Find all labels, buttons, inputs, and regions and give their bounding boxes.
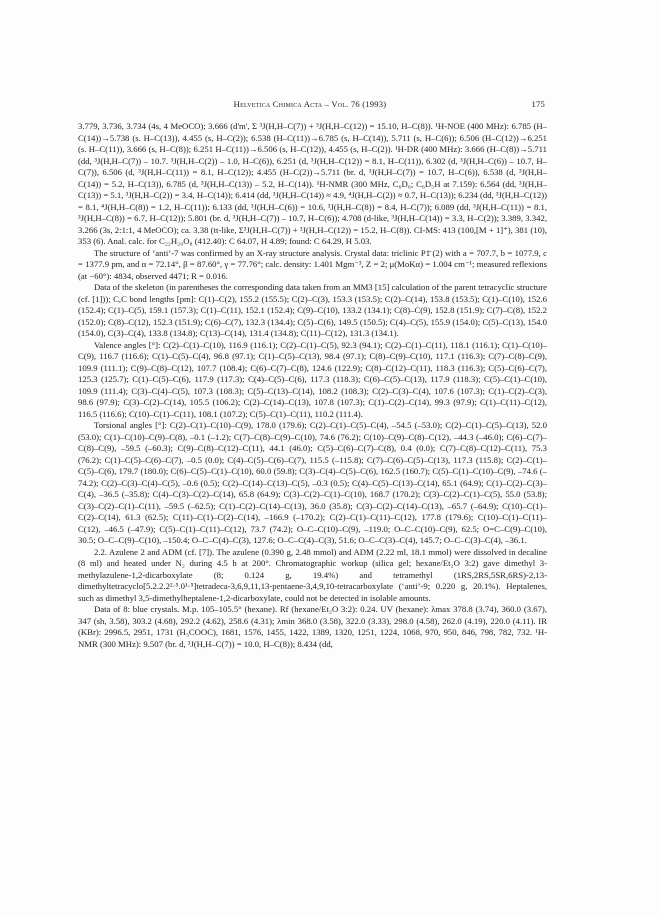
torsional-angles-paragraph: Torsional angles [°]: C(2)–C(1)–C(10)–C(9), 178.0 (179.6); C(2)–C(1)–C(5)–C(4), –54.5 (–53.0); C(2)–C(1)–C(5)–C(13), 52.0 (53.0); C(1)–C(10)–C(9)–C(8), –0.1 (–1.2); C(7)–C(8)–C(9)–C(10), 74.6 (76.2); C(10)–C(9)–C(8)–C(12), –44.3 (–46.0); C(6)–C(7)–C(8)–C(9), –59.5 (–60.3); C(9)–C(8)–C(12)–C(11), 44.1 (46.0); C(5)–C(6)–C(7)–C(8), 0.4 (0.0); C(7)–C(8)–C(12)–C(11), 75.3 (76.2); C(1)–C(5)–C(6)–C(7), –0.5 (0.0); C(4)–C(5)–C(6)–C(7), 115.5 (–115.8); C(7)–C(6)–C(5)–C(13), 117.3 (115.8); C(2)–C(1)–C(5)–C(6), 179.7 (180.0); C(6)–C(5)–C(1)–C(10), 60.0 (59.8); C(3)–C(4)–C(5)–C(6), 162.5 (160.7); C(5)–C(1)–C(10)–C(9), –74.6 (–74.2); C(2)–C(3)–C(4)–C(5), –0.6 (0.5); C(2)–C(14)–C(13)–C(5), –0.3 (0.5); C(4)–C(5)–C(13)–C(14), 65.1 (64.9); C(1)–C(2)–C(3)–C(4), –36.5 (–35.8); C(4)–C(3)–C(2)–C(14), 65.8 (64.9); C(3)–C(2)–C(1)–C(10), 168.7 (170.2); C(3)–C(2)–C(1)–C(5), 55.0 (53.8); C(3)–C(2)–C(1)–C(11), –59.5 (–62.5); C(1)–C(2)–C(14)–C(13), 36.0 (35.8); C(3)–C(2)–C(14)–C(13), –65.7 (–64.9); C(10)–C(1)–C(2)–C(14), 61.3 (62.5); C(11)–C(1)–C(2)–C(14), –166.9 (–170.2); C(2)–C(1)–C(11)–C(12), 177.8 (179.6); C(10)–C(1)–C(11)–C(12), –46.5 (–47.9); C(5)–C(1)–C(11)–C(12), 73.7 (74.2); O–C–C(10)–C(9), –119.0; O–C–C(10)–C(9), 62.5; O=C–C(9)–C(10), 30.5; O–C–C(9)–C(10), –150.4; O–C–C(4)–C(3), 127.6; O–C–C(4)–C(3), 51.6; O–C–C(3)–C(4), 145.7; O–C–C(3)–C(4), –36.1.: [78, 420, 547, 545]
compound-8-data-paragraph: Data of 8: blue crystals. M.p. 105–105.5° (hexane). Rf (hexane/Et₂O 3:2): 0.24. UV (hexane): λmax 378.8 (3.74), 360.0 (3.67), 347 (sh, 3.58), 303.2 (4.68), 292.2 (4.62), 258.6 (4.31); λmin 368.0 (3.58), 322.0 (3.33), 298.0 (4.58), 262.0 (4.19), 220.0 (4.11). IR (KBr): 2996.5, 2951, 1731 (H₃COOC), 1681, 1576, 1455, 1422, 1389, 1320, 1251, 1224, 1068, 970, 950, 846, 798, 782, 732. ¹H-NMR (300 MHz): 9.507 (br. d, ³J(H,H–C(7)) = 10.0, H–C(8)); 8.434 (dd,: [78, 604, 547, 649]
valence-angles-paragraph: Valence angles [°]: C(2)–C(1)–C(10), 116.9 (116.1); C(2)–C(1)–C(5), 92.3 (94.1); C(2)–C(1)–C(11), 118.1 (116.1); C(1)–C(10)–C(9), 116.7 (116.6); C(1)–C(5)–C(4), 96.8 (97.1); C(1)–C(5)–C(13), 98.4 (97.1); C(8)–C(9)–C(10), 117.1 (116.3); C(7)–C(8)–C(9), 109.9 (111.1); C(9)–C(8)–C(12), 107.7 (108.4); C(6)–C(7)–C(8), 124.6 (122.9); C(8)–C(12)–C(11), 118.3 (116.3); C(5)–C(6)–C(7), 125.3 (125.7); C(1)–C(5)–C(6), 117.9 (117.3); C(4)–C(5)–C(6), 117.3 (118.3); C(6)–C(5)–C(13), 117.9 (118.3); C(5)–C(1)–C(10), 109.9 (111.4); C(3)–C(4)–C(5), 107.3 (108.3); C(5)–C(13)–C(14), 108.2 (108.3); C(2)–C(3)–C(4), 107.6 (107.3); C(1)–C(2)–C(3), 98.6 (97.9); C(3)–C(2)–C(14), 105.5 (106.2); C(2)–C(14)–C(13), 107.8 (107.3); C(1)–C(2)–C(14), 99.3 (97.9); C(1)–C(11)–C(12), 116.5 (116.6); C(10)–C(1)–C(11), 108.1 (107.2); C(5)–C(1)–C(11), 110.2 (111.4).: [78, 339, 547, 419]
article-body: [78, 121, 547, 650]
journal-title: Helvetica Chimica Acta – Vol. 76 (1993): [233, 99, 387, 109]
page-number: 175: [531, 99, 545, 109]
bond-lengths-paragraph: Data of the skeleton (in parentheses the corresponding data taken from an MM3 [15] calculation of the parent tetracyclic structure (cf. [1])); C,C bond lengths [pm]: C(1)–C(2), 155.2 (155.5); C(2)–C(3), 153.3 (153.5); C(2)–C(14), 153.8 (153.5); C(1)–C(10), 152.6 (152.4); C(1)–C(5), 159.1 (157.3); C(1)–C(11), 152.1 (152.4); C(9)–C(10), 133.2 (134.1); C(8)–C(9), 152.8 (151.9); C(7)–C(8), 152.2 (152.0); C(8)–C(12), 152.3 (151.9); C(6)–C(7), 132.3 (134.4); C(5)–C(6), 149.5 (150.5); C(4)–C(5), 155.9 (154.0); C(5)–C(13), 154.0 (154.0), C(3)–C(4), 133.8 (134.8); C(13)–C(14), 131.4 (134.8); C(11)–C(12), 131.3 (134.1).: [78, 282, 547, 338]
azulene-adm-paragraph: 2.2. Azulene 2 and ADM (cf. [7]). The azulene (0.390 g, 2.48 mmol) and ADM (2.22 ml, 18.1 mmol) were dissolved in decaline (8 ml) and heated under N₂ during 4.5 h at 200°. Chromatographic workup (silica gel; hexane/Et₂O 3:2) gave dimethyl 3-methylazulene-1,2-dicarboxylate (8; 0.124 g, 19.4%) and tetramethyl (1RS,2RS,5SR,6RS)-2,13-dimethyltetracyclo[5.2.2.2²·⁵.0¹·⁵]tetradeca-3,6,9,11,13-pentaene-3,4,9,10-tetracarboxylate (‘anti’-9; 0.220 g, 20.1%). Heptalenes, such as dimethyl 3,5-dimethylheptalene-1,2-dicarboxylate, could not be detected in isolable amounts.: [78, 546, 547, 603]
running-header: [78, 99, 545, 113]
xray-structure-paragraph: The structure of ‘anti’-7 was confirmed by an X-ray structure analysis. Crystal data: triclinic P1̄ (2) with a = 707.7, b = 1077.9, c = 1377.9 pm, and α = 72.14°, β = 87.60°, γ = 77.76°; calc. density: 1.401 Mgm⁻³, Z = 2; μ(MoKα) = 1.004 cm⁻¹; measured reflexions (at −60°): 4834, observed 4471; R = 0.016.: [78, 247, 547, 281]
nmr-data-paragraph: 3.779, 3.736, 3.734 (4s, 4 MeOCO); 3.666 (d'm', Σ ³J(H,H–C(7)) + ³J(H,H–C(12)) = 15.10, H–C(8)). ¹H-NOE (400 MHz): 6.785 (H–C(14))→5.738 (s. H–C(13)), 4.455 (s, H–C(2)); 6.538 (H–C(11))→6.785 (s, H–C(14)), 5.711 (s, H–C(6)); 6.506 (H–C(12))→6.251 (s. H–C(11)), 3.666 (s, H–C(8)); 6.251 H–C(11))→6.506 (s, H–C(12)), 4.455 (s, H–C(2)). ¹H-DR (400 MHz): 3.666 (H–C(8))→5.711 (dd, ³J(H,H–C(7)) – 10.7. ³J(H,H–C(2)) – 1.0, H–C(6)), 6.251 (d, ³J(H,H–C(12)) = 8.1, H–C(11)), 6.302 (d, ³J(H,H–C(6)) – 10.7, H–C(7)), 6.506 (d, ³J(H,H–C(11)) = 8.1, H–C(12)); 4.455 (H–C(2))→5.711 (br. d, ³J(H,H–C(7)) = 10.7, H–C(6)), 6.538 (d, ³J(H,H–C(14)) = 5.2, H–C(13)), 6.785 (d, ³J(H,H–C(13)) – 5.2, H–C(14)). ¹H-NMR (300 MHz, C₆D₆; C₆D₅H at 7.159): 6.564 (dd, ³J(H,H–C(13)) = 5.1, ³J(H,H–C(2)) = 3.4, H–C(14)); 6.414 (dd, ³J(H,H–C(14)) ≈ 4.9, ⁴J(H,H–C(2)) ≈ 0.7, H–C(13)); 6.234 (dd, ³J(H,H–C(12)) = 8.1, ⁴J(H,H–C(8)) = 1.2, H–C(11)); 6.133 (dd, ³J(H,H–C(6)) = 10.6, ³J(H,H–C(8)) = 8.4, H–C(7)); 6.089 (dd, ³J(H,H–C(11)) = 8.1, ³J(H,H–C(8)) = 6.7, H–C(12)); 5.801 (br. d, ³J(H,H–C(7)) – 10.7, H–C(6)); 4.708 (d-like, ³J(H,H–C(14)) = 3.3, H–C(2)); 3.389, 3.342, 3.266 (3s, 2:1:1, 4 MeOCO); ca. 3.38 (tt-like, Σ³J(H,H–C(7)) + ³J(H,H–C(12)) = 15.2, H–C(8)). CI-MS: 413 (100,[M + 1]⁺), 381 (10), 353 (6). Anal. calc. for C₂₂H₂₀O₈ (412.40): C 64.07, H 4.89; found: C 64.29, H 5.03.: [78, 121, 547, 246]
